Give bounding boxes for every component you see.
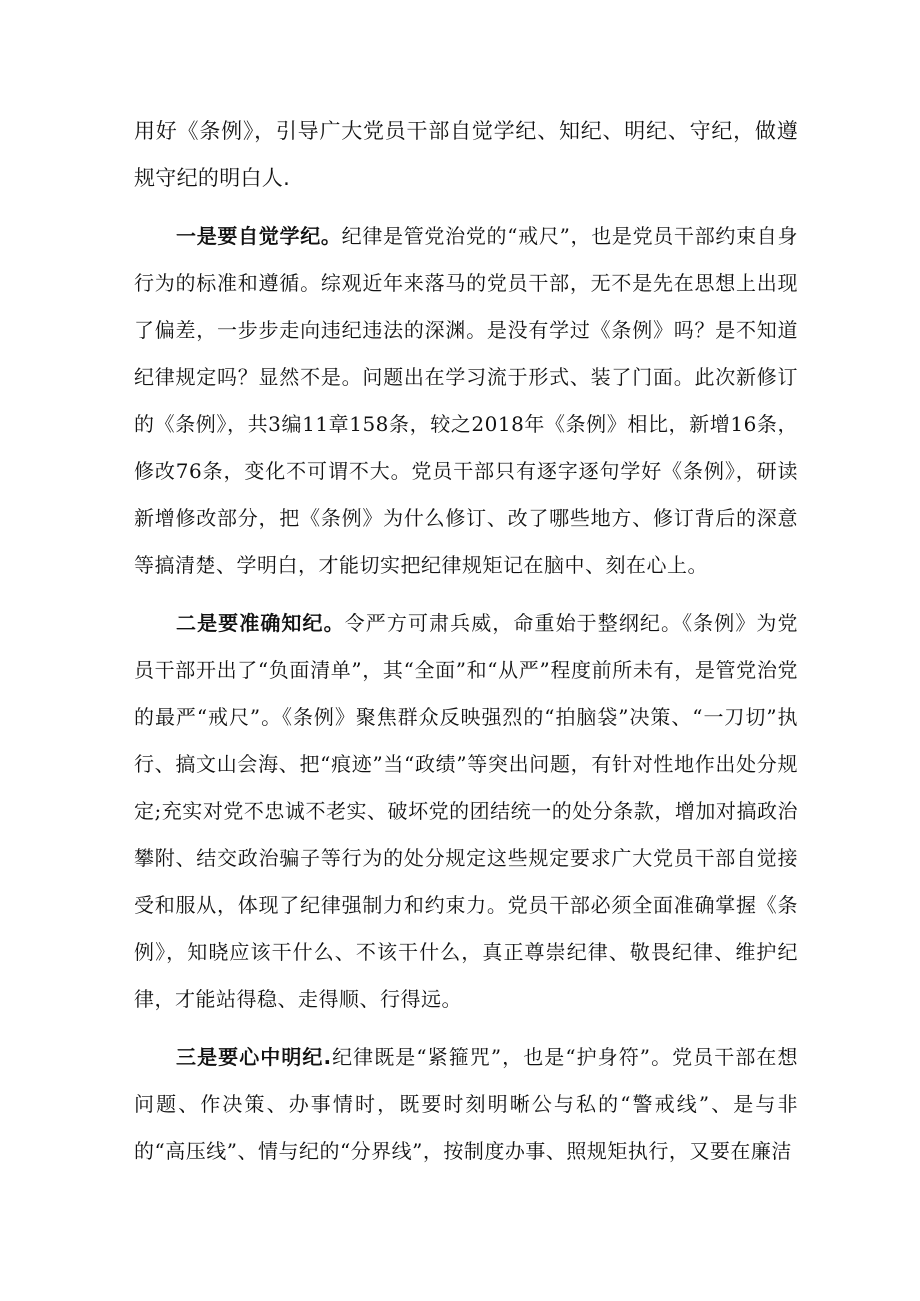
paragraph-study-discipline-heading: 一是要自觉学纪。	[176, 224, 342, 248]
paragraph-study-discipline	[134, 213, 798, 589]
paragraph-understand-discipline-heading: 三是要心中明纪.	[176, 1045, 332, 1069]
paragraph-understand-discipline-text: 纪律既是“紧箍咒”，也是“护身符”。党员干部在想问题、作决策、办事情时，既要时刻明晰公与私的“警戒线”、是与非的“高压线”、情与纪的“分界线”，按制度办事、照规矩执行，又要在廉洁	[134, 1045, 798, 1163]
document-body	[134, 108, 798, 1175]
paragraph-know-discipline-heading: 二是要准确知纪。	[176, 611, 345, 635]
paragraph-intro	[134, 108, 798, 202]
paragraph-study-discipline-text: 纪律是管党治党的“戒尺”，也是党员干部约束自身行为的标准和遵循。综观近年来落马的党员干部，无不是先在思想上出现了偏差，一步步走向违纪违法的深渊。是没有学过《条例》吗？是不知道纪律规定吗？显然不是。问题出在学习流于形式、装了门面。此次新修订的《条例》，共3编11章158条，较之2018年《条例》相比，新增16条，修改76条，变化不可谓不大。党员干部只有逐字逐句学好《条例》，研读新增修改部分，把《条例》为什么修订、改了哪些地方、修订背后的深意等搞清楚、学明白，才能切实把纪律规矩记在脑中、刻在心上。	[134, 224, 799, 577]
paragraph-know-discipline-text: 令严方可肃兵威，命重始于整纲纪。《条例》为党员干部开出了“负面清单”，其“全面”和“从严”程度前所未有，是管党治党的最严“戒尺”。《条例》聚焦群众反映强烈的“拍脑袋”决策、“一刀切”执行、搞文山会海、把“痕迹”当“政绩”等突出问题，有针对性地作出处分规定;充实对党不忠诚不老实、破坏党的团结统一的处分条款，增加对搞政治攀附、结交政治骗子等行为的处分规定这些规定要求广大党员干部自觉接受和服从，体现了纪律强制力和约束力。党员干部必须全面准确掌握《条例》，知晓应该干什么、不该干什么，真正尊崇纪律、敬畏纪律、维护纪律，才能站得稳、走得顺、行得远。	[134, 611, 799, 1011]
paragraph-intro-text: 用好《条例》，引导广大党员干部自觉学纪、知纪、明纪、守纪，做遵规守纪的明白人.	[134, 119, 798, 190]
paragraph-know-discipline	[134, 600, 798, 1023]
paragraph-understand-discipline	[134, 1034, 798, 1175]
